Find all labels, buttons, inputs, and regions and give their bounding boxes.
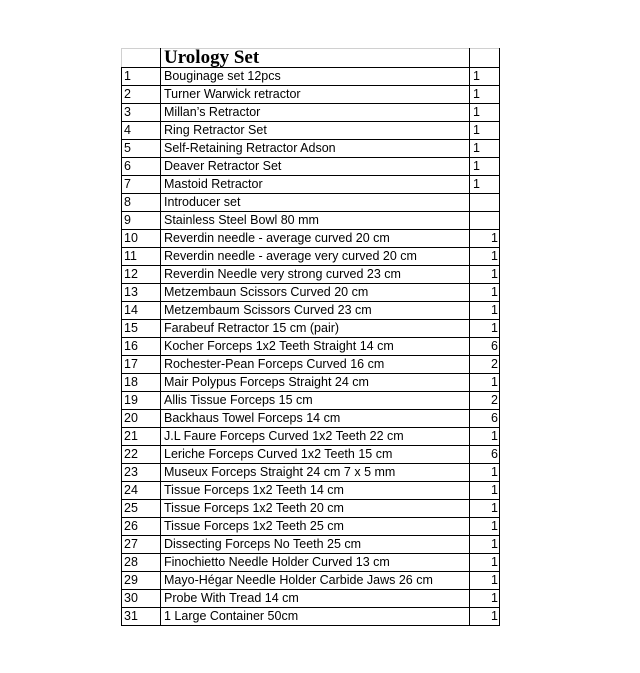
row-number: 8: [122, 194, 161, 212]
item-quantity: 1: [470, 158, 500, 176]
item-name: Backhaus Towel Forceps 14 cm: [161, 410, 470, 428]
table-row: [122, 572, 500, 590]
page-title: Urology Set: [161, 49, 470, 68]
table-row: [122, 122, 500, 140]
item-quantity: 6: [470, 338, 500, 356]
table-row: [122, 356, 500, 374]
title-qty-cell: [470, 49, 500, 68]
table-row: [122, 374, 500, 392]
item-quantity: 6: [470, 410, 500, 428]
table-row: [122, 410, 500, 428]
item-quantity: 1: [470, 140, 500, 158]
table-row: [122, 194, 500, 212]
item-quantity: 1: [470, 320, 500, 338]
instrument-table-body: [122, 49, 500, 626]
title-row: [122, 49, 500, 68]
row-number: 15: [122, 320, 161, 338]
row-number: 12: [122, 266, 161, 284]
item-quantity: 1: [470, 428, 500, 446]
item-quantity: [470, 194, 500, 212]
item-name: Reverdin Needle very strong curved 23 cm: [161, 266, 470, 284]
table-row: [122, 104, 500, 122]
item-quantity: 1: [470, 248, 500, 266]
row-number: 14: [122, 302, 161, 320]
row-number: 16: [122, 338, 161, 356]
item-quantity: 1: [470, 572, 500, 590]
item-quantity: 1: [470, 302, 500, 320]
item-name: Reverdin needle - average curved 20 cm: [161, 230, 470, 248]
table-row: [122, 158, 500, 176]
table-row: [122, 446, 500, 464]
item-quantity: 1: [470, 230, 500, 248]
item-name: Museux Forceps Straight 24 cm 7 x 5 mm: [161, 464, 470, 482]
item-quantity: 1: [470, 266, 500, 284]
table-row: [122, 266, 500, 284]
row-number: 13: [122, 284, 161, 302]
row-number: 22: [122, 446, 161, 464]
item-quantity: 2: [470, 392, 500, 410]
item-name: Metzembaum Scissors Curved 23 cm: [161, 302, 470, 320]
row-number: 6: [122, 158, 161, 176]
row-number: 20: [122, 410, 161, 428]
table-row: [122, 464, 500, 482]
item-name: Introducer set: [161, 194, 470, 212]
row-number: 2: [122, 86, 161, 104]
item-quantity: 1: [470, 518, 500, 536]
table-row: [122, 500, 500, 518]
row-number: 5: [122, 140, 161, 158]
item-quantity: 1: [470, 374, 500, 392]
item-name: Tissue Forceps 1x2 Teeth 25 cm: [161, 518, 470, 536]
instrument-table: [121, 48, 500, 626]
row-number: 10: [122, 230, 161, 248]
title-number-cell: [122, 49, 161, 68]
item-name: J.L Faure Forceps Curved 1x2 Teeth 22 cm: [161, 428, 470, 446]
row-number: 28: [122, 554, 161, 572]
item-quantity: 1: [470, 104, 500, 122]
row-number: 9: [122, 212, 161, 230]
row-number: 29: [122, 572, 161, 590]
item-name: Millan’s Retractor: [161, 104, 470, 122]
item-quantity: 1: [470, 176, 500, 194]
item-name: Finochietto Needle Holder Curved 13 cm: [161, 554, 470, 572]
table-row: [122, 230, 500, 248]
item-quantity: 1: [470, 536, 500, 554]
table-row: [122, 590, 500, 608]
row-number: 25: [122, 500, 161, 518]
item-name: Mayo-Hégar Needle Holder Carbide Jaws 26 cm: [161, 572, 470, 590]
item-name: 1 Large Container 50cm: [161, 608, 470, 626]
table-row: [122, 302, 500, 320]
item-quantity: 1: [470, 500, 500, 518]
row-number: 24: [122, 482, 161, 500]
item-name: Metzembaun Scissors Curved 20 cm: [161, 284, 470, 302]
table-row: [122, 140, 500, 158]
item-quantity: 1: [470, 68, 500, 86]
item-quantity: 2: [470, 356, 500, 374]
item-quantity: 1: [470, 464, 500, 482]
row-number: 7: [122, 176, 161, 194]
item-name: Mair Polypus Forceps Straight 24 cm: [161, 374, 470, 392]
item-quantity: 1: [470, 554, 500, 572]
table-row: [122, 284, 500, 302]
table-row: [122, 518, 500, 536]
table-row: [122, 338, 500, 356]
table-row: [122, 86, 500, 104]
row-number: 27: [122, 536, 161, 554]
row-number: 21: [122, 428, 161, 446]
table-row: [122, 608, 500, 626]
table-row: [122, 428, 500, 446]
item-quantity: 1: [470, 122, 500, 140]
item-name: Ring Retractor Set: [161, 122, 470, 140]
item-quantity: 6: [470, 446, 500, 464]
row-number: 23: [122, 464, 161, 482]
item-name: Stainless Steel Bowl 80 mm: [161, 212, 470, 230]
item-name: Leriche Forceps Curved 1x2 Teeth 15 cm: [161, 446, 470, 464]
table-row: [122, 176, 500, 194]
item-name: Reverdin needle - average very curved 20 cm: [161, 248, 470, 266]
row-number: 1: [122, 68, 161, 86]
item-quantity: 1: [470, 482, 500, 500]
table-row: [122, 482, 500, 500]
table-row: [122, 392, 500, 410]
item-name: Kocher Forceps 1x2 Teeth Straight 14 cm: [161, 338, 470, 356]
table-row: [122, 212, 500, 230]
item-name: Deaver Retractor Set: [161, 158, 470, 176]
table-row: [122, 248, 500, 266]
row-number: 30: [122, 590, 161, 608]
table-row: [122, 554, 500, 572]
row-number: 26: [122, 518, 161, 536]
row-number: 18: [122, 374, 161, 392]
item-name: Dissecting Forceps No Teeth 25 cm: [161, 536, 470, 554]
item-quantity: 1: [470, 86, 500, 104]
item-name: Turner Warwick retractor: [161, 86, 470, 104]
table-row: [122, 320, 500, 338]
table-row: [122, 68, 500, 86]
item-name: Tissue Forceps 1x2 Teeth 20 cm: [161, 500, 470, 518]
row-number: 3: [122, 104, 161, 122]
item-name: Farabeuf Retractor 15 cm (pair): [161, 320, 470, 338]
row-number: 4: [122, 122, 161, 140]
item-quantity: 1: [470, 590, 500, 608]
item-name: Rochester-Pean Forceps Curved 16 cm: [161, 356, 470, 374]
item-name: Tissue Forceps 1x2 Teeth 14 cm: [161, 482, 470, 500]
item-name: Allis Tissue Forceps 15 cm: [161, 392, 470, 410]
item-name: Self-Retaining Retractor Adson: [161, 140, 470, 158]
item-name: Mastoid Retractor: [161, 176, 470, 194]
item-quantity: [470, 212, 500, 230]
row-number: 19: [122, 392, 161, 410]
row-number: 11: [122, 248, 161, 266]
row-number: 17: [122, 356, 161, 374]
item-quantity: 1: [470, 284, 500, 302]
table-row: [122, 536, 500, 554]
item-name: Bouginage set 12pcs: [161, 68, 470, 86]
item-name: Probe With Tread 14 cm: [161, 590, 470, 608]
row-number: 31: [122, 608, 161, 626]
urology-set-sheet: [121, 48, 499, 626]
item-quantity: 1: [470, 608, 500, 626]
